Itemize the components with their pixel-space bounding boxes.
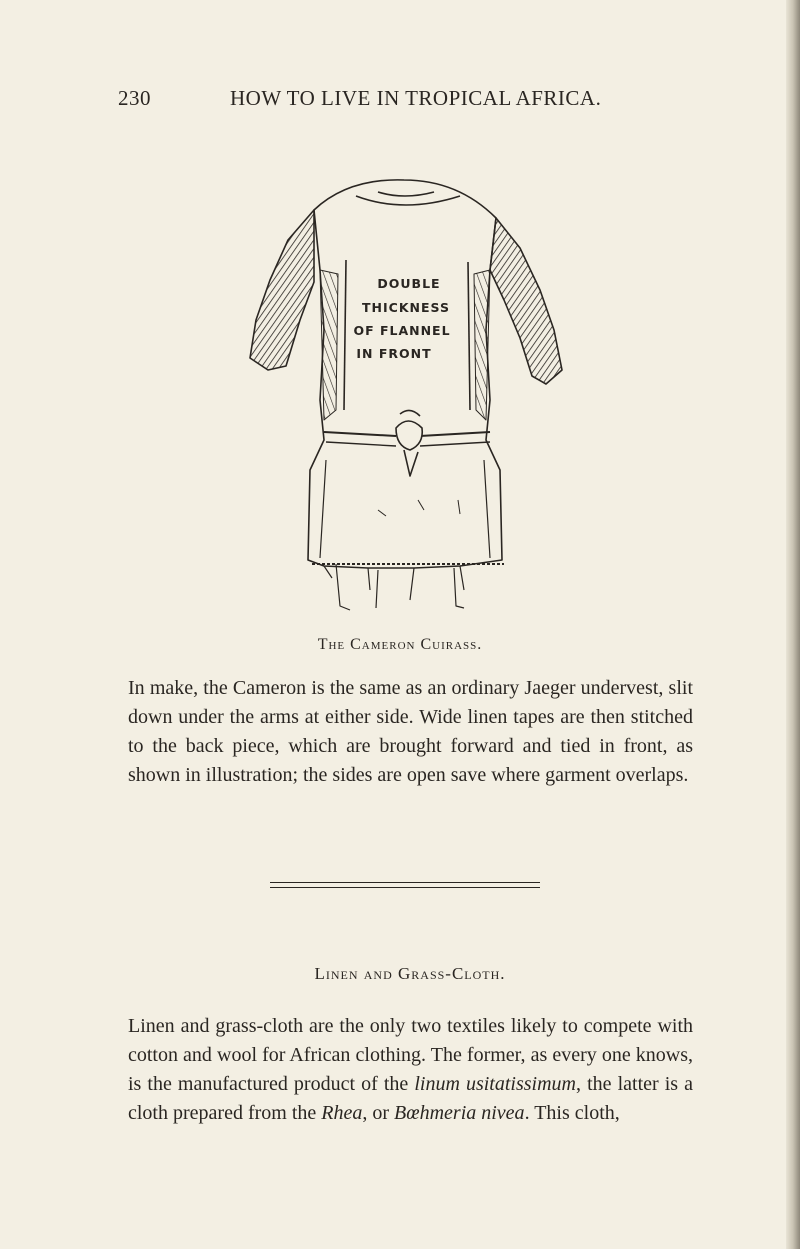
italic-term: Bœhmeria nivea: [394, 1102, 525, 1124]
figure-label-line: DOUBLE: [377, 276, 441, 291]
tape-knot: [396, 421, 422, 450]
figure-label-line: THICKNESS: [362, 300, 450, 315]
running-title: HOW TO LIVE IN TROPICAL AFRICA.: [230, 86, 602, 110]
section-heading: Linen and Grass-Cloth.: [314, 964, 506, 983]
figure-label-line: IN FRONT: [356, 346, 432, 361]
book-edge-shadow: [786, 0, 800, 1249]
italic-term: Rhea: [321, 1102, 363, 1124]
page-number: 230: [118, 86, 151, 110]
text-run: Linen and grass-cloth are the only two textiles likely to compete with cotton and wool for African clothing. The former, as every one knows, is the manufactured product of the: [128, 1015, 693, 1095]
paragraph-linen: [128, 1012, 693, 1128]
cuirass-drawing: [228, 170, 588, 620]
running-head: [118, 86, 678, 116]
garment-outline: [308, 180, 502, 568]
text-run: , the latter is a cloth prepared from the: [128, 1073, 694, 1124]
cuirass-illustration: [228, 170, 588, 620]
paragraph-cameron: In make, the Cameron is the same as an ordinary Jaeger undervest, slit down under the arms at either side. Wide linen tapes are then stitched to the back piece, which are brought forward and tied in front, as shown in illustration; the sides are open save where garment overlaps.: [128, 677, 693, 786]
figure-caption: The Cameron Cuirass.: [317, 636, 483, 653]
left-sleeve: [250, 210, 314, 370]
figure-label-line: OF FLANNEL: [353, 323, 451, 338]
right-sleeve: [490, 218, 562, 384]
section-divider: [270, 882, 540, 888]
text-run: . This cloth,: [524, 1102, 620, 1124]
italic-term: linum usitatissimum: [414, 1073, 576, 1095]
text-run: , or: [362, 1102, 395, 1124]
